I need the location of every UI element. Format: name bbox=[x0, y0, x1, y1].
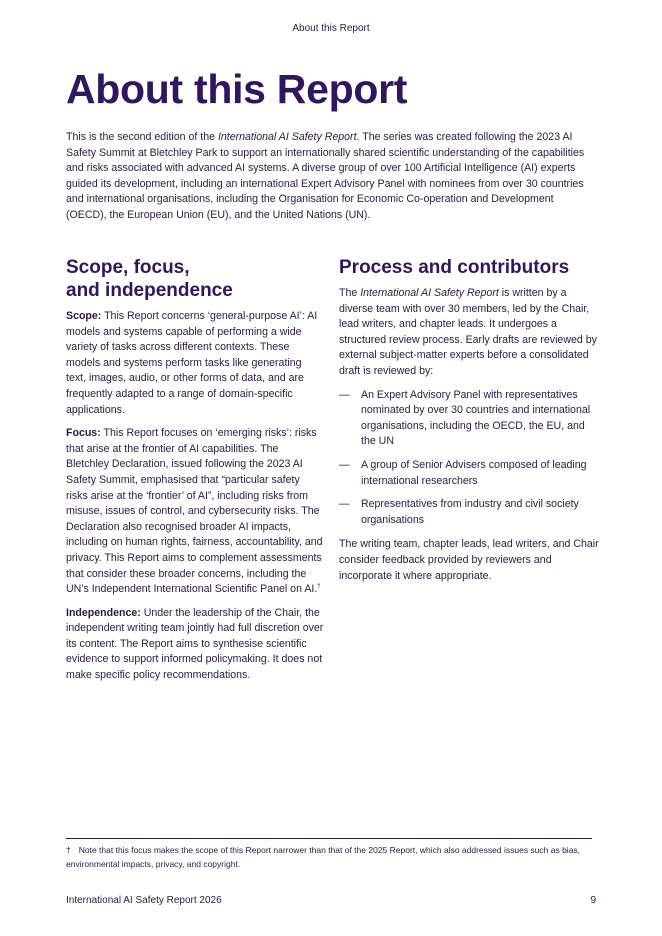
footnote bbox=[66, 843, 592, 871]
scope-heading-line1: Scope, focus, bbox=[66, 257, 190, 278]
page-number: 9 bbox=[590, 895, 596, 906]
list-item-text: Representatives from industry and civil society organisations bbox=[361, 498, 579, 526]
reviewer-list bbox=[339, 388, 599, 529]
dash-bullet: — bbox=[339, 458, 350, 471]
footer-publication: International AI Safety Report 2026 bbox=[66, 895, 222, 906]
focus-paragraph bbox=[66, 426, 324, 598]
independence-text: Under the leadership of the Chair, the independent writing team jointly had full discretion over its content. The Report aims to synthesise scientific evidence to support informed policymaking. It does not make specific policy recommendations. bbox=[66, 606, 324, 682]
dash-bullet: — bbox=[339, 388, 350, 401]
footnote-divider bbox=[66, 838, 592, 839]
list-item-text: An Expert Advisory Panel with representatives nominated by over 30 countries and international organisations, including the OECD, the EU, and the UN bbox=[361, 388, 591, 448]
footnote-text: Note that this focus makes the scope of this Report narrower than that of the 2025 Report, which also addressed issues such as bias, environmental impacts, privacy, and copyright. bbox=[66, 845, 581, 869]
list-item bbox=[339, 458, 599, 489]
list-item bbox=[339, 497, 599, 528]
scope-paragraph bbox=[66, 309, 324, 418]
page-title: About this Report bbox=[66, 66, 408, 112]
scope-heading bbox=[66, 256, 324, 302]
focus-label: Focus: bbox=[66, 427, 101, 440]
intro-report-name: International AI Safety Report bbox=[217, 131, 357, 143]
footnote-reference[interactable]: † bbox=[317, 583, 321, 590]
scope-text: This Report concerns ‘general-purpose AI’: AI models and systems capable of performing a wide variety of tasks across different contexts. These models and systems perform tasks like generating text, images, audio, or other forms of data, and are frequently adapted to a range of domain-specific applications. bbox=[66, 310, 318, 416]
process-closing-paragraph: The writing team, chapter leads, lead writers, and Chair consider feedback provided by reviewers and incorporate it where appropriate. bbox=[339, 538, 599, 582]
process-column bbox=[339, 256, 599, 592]
process-text-rest: is written by a diverse team with over 30 members, led by the Chair, lead writers, and chapter leads. It undergoes a structured review process. Early drafts are reviewed by external subject-matter experts before a consolidated draft is reviewed by: bbox=[339, 287, 597, 377]
intro-paragraph bbox=[66, 130, 596, 224]
scope-column bbox=[66, 256, 324, 692]
intro-text-rest: . The series was created following the 2023 AI Safety Summit at Bletchley Park to support an internationally shared scientific understanding of the capabilities and risks associated with advanced AI systems. A diverse group of over 100 Artificial Intelligence (AI) experts guided its development, including an international Expert Advisory Panel with nominees from over 30 countries and international organisations, including the Organisation for Economic Co-operation and Development (OECD), the European Union (EU), and the United Nations (UN). bbox=[66, 131, 585, 221]
process-text-start: The bbox=[339, 287, 361, 299]
focus-text: This Report focuses on ‘emerging risks’: risks that arise at the frontier of AI capabilities. The Bletchley Declaration, issued following the 2023 AI Safety Summit, emphasised that “particular safety risks arise at the ‘frontier’ of AI”, including risks from misuse, issues of control, and cybersecurity risks. The Declaration also recognised broader AI impacts, including on human rights, fairness, accountability, and privacy. This Report aims to complement assessments that consider these broader concerns, including the UN’s Independent International Scientific Panel on AI. bbox=[66, 427, 323, 596]
scope-label: Scope: bbox=[66, 310, 102, 322]
independence-paragraph bbox=[66, 606, 324, 684]
intro-text-start: This is the second edition of the bbox=[66, 131, 218, 143]
running-header: About this Report bbox=[292, 23, 370, 34]
process-paragraph bbox=[339, 286, 599, 380]
independence-label: Independence: bbox=[66, 606, 141, 619]
scope-heading-line2: and independence bbox=[66, 280, 233, 301]
process-report-name: International AI Safety Report bbox=[360, 287, 499, 299]
list-item bbox=[339, 388, 599, 450]
process-heading: Process and contributors bbox=[339, 257, 570, 278]
list-item-text: A group of Senior Advisers composed of leading international researchers bbox=[361, 458, 587, 487]
footnote-mark: † bbox=[66, 845, 71, 855]
dash-bullet: — bbox=[339, 498, 350, 511]
